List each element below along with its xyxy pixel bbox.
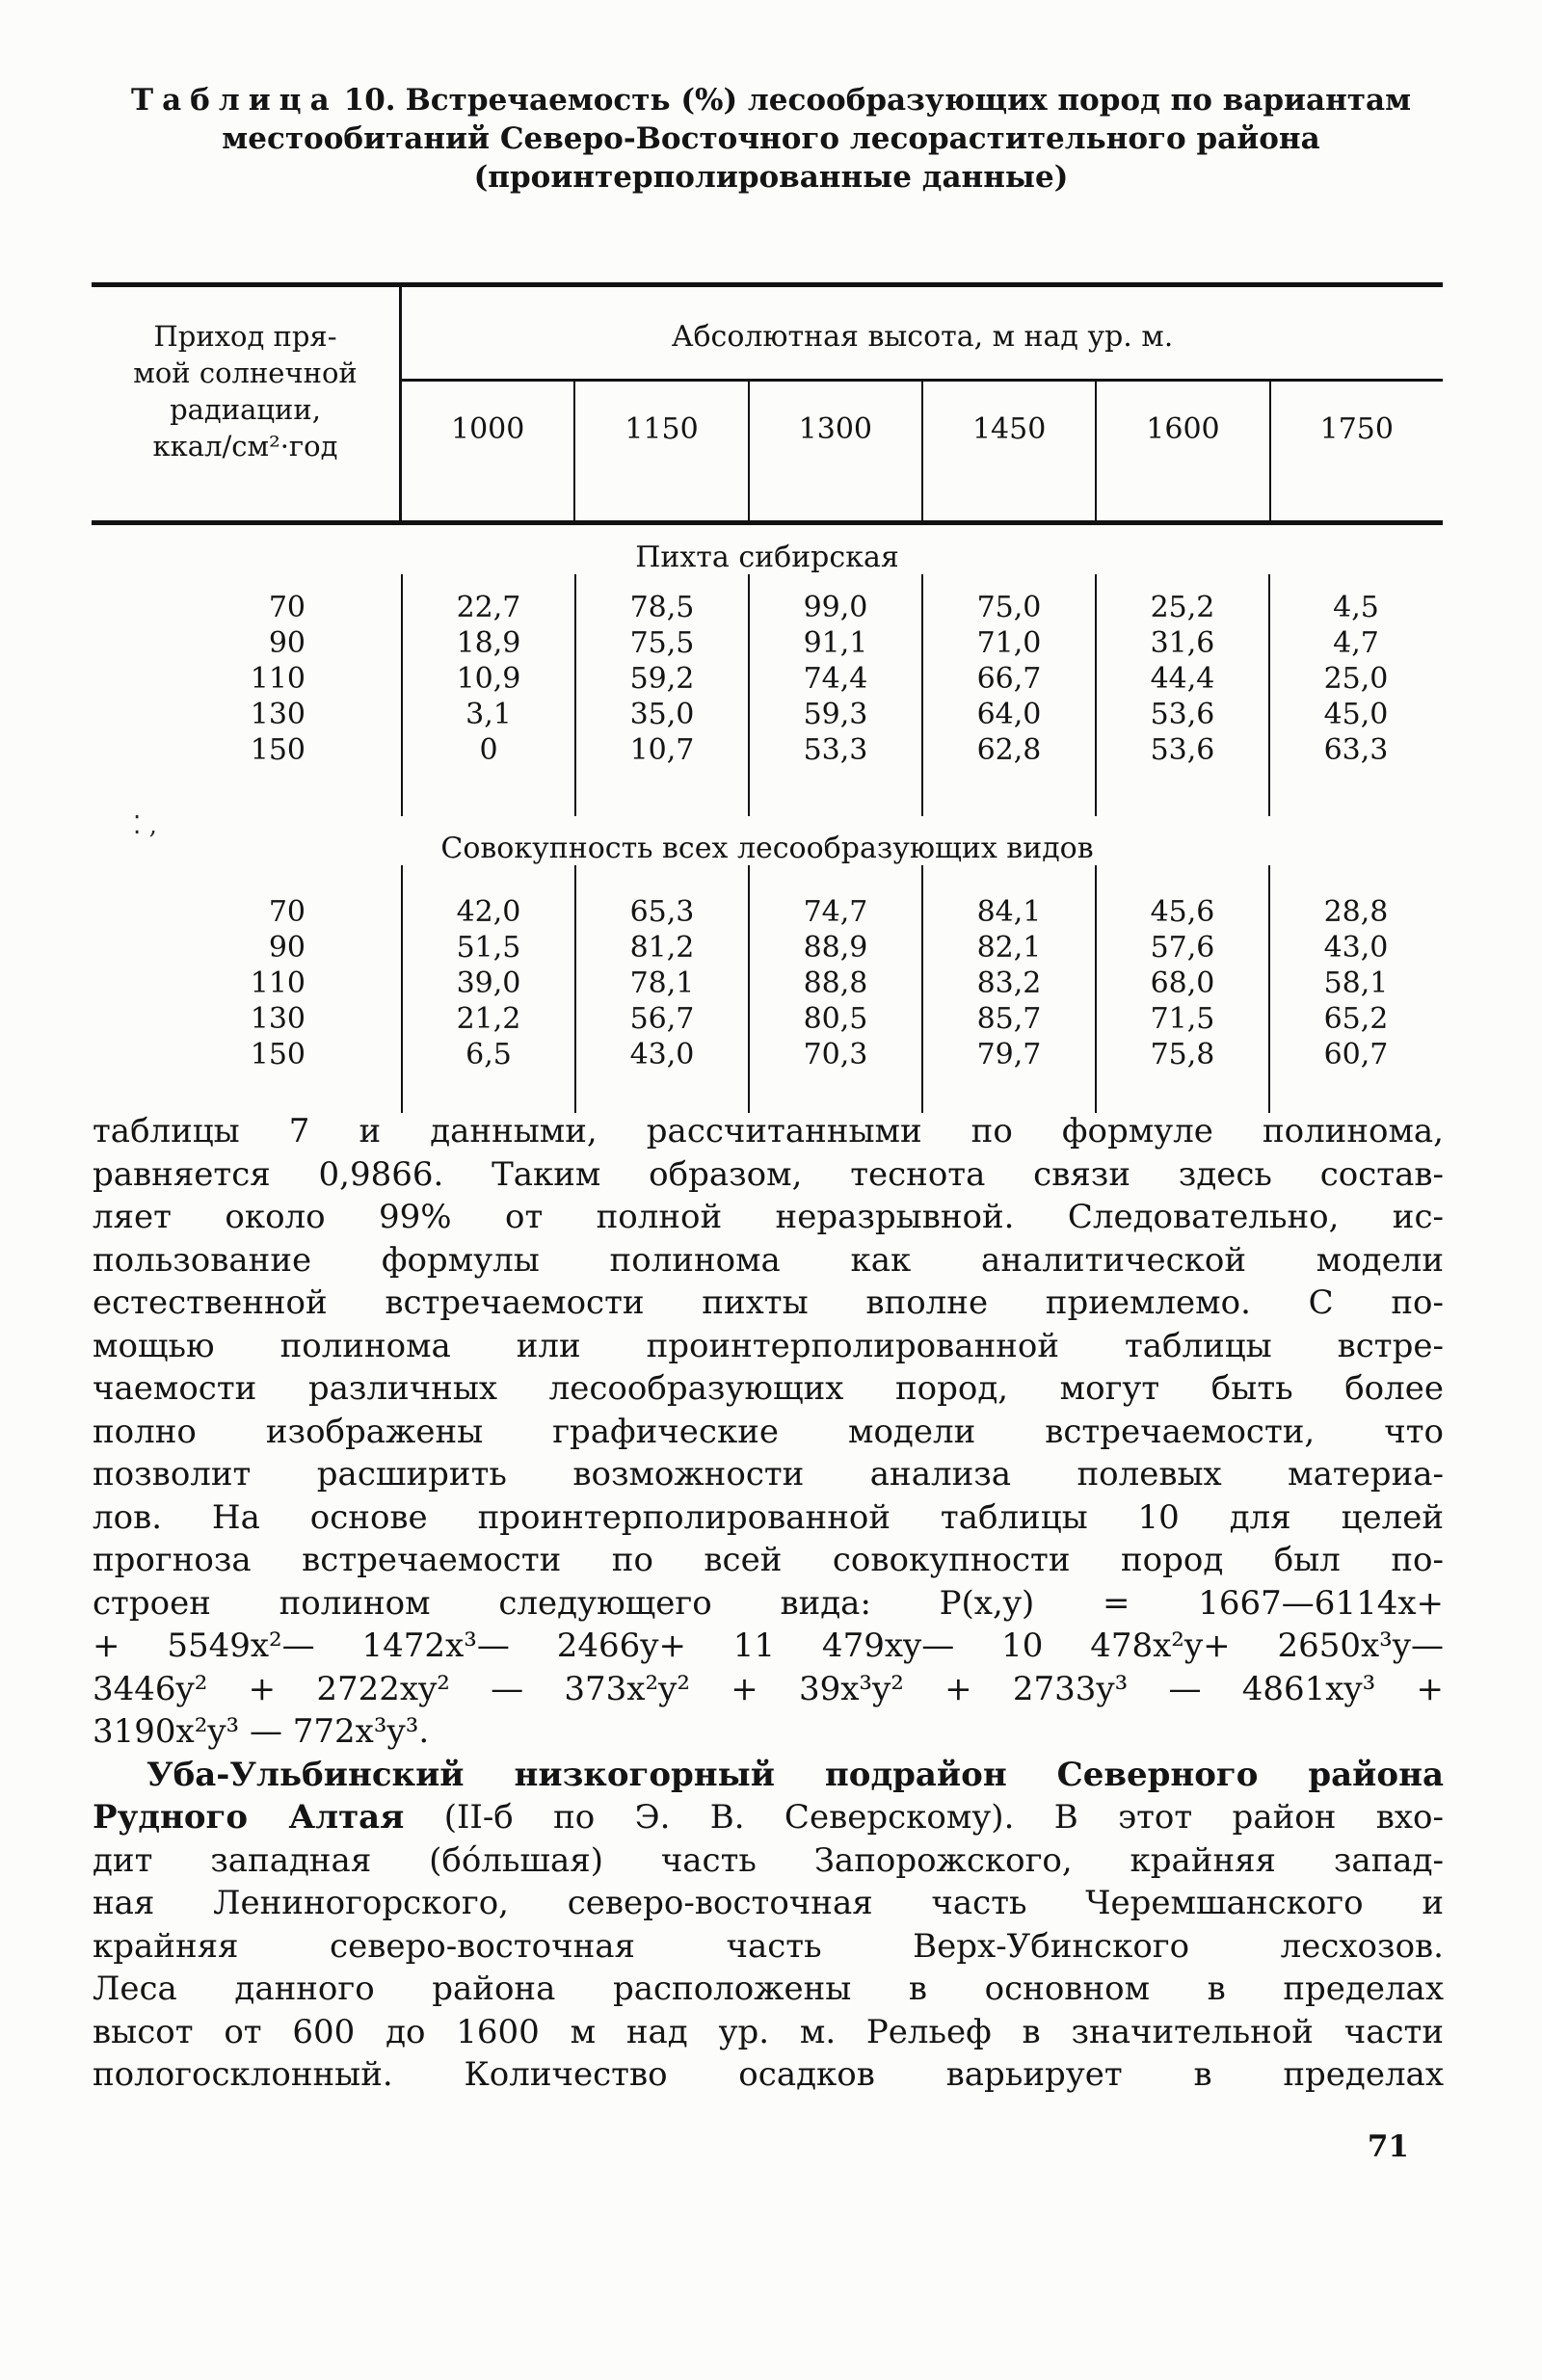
- column-divider: [748, 865, 750, 1113]
- table-cell: 4,5: [1333, 591, 1379, 624]
- row-label: 110: [250, 662, 306, 696]
- section-title: Пихта сибирская: [635, 541, 899, 574]
- table-cell: 75,8: [1150, 1038, 1215, 1071]
- text-line: 3190x²y³ — 772x³y³.: [93, 1712, 430, 1751]
- row-label: 70: [268, 895, 306, 929]
- column-header: 1150: [575, 382, 749, 520]
- body-text: [93, 1110, 1444, 2097]
- table-cell: 35,0: [629, 698, 695, 731]
- table-cell: 81,2: [629, 931, 695, 965]
- row-label: 130: [250, 1002, 306, 1036]
- caption-line-1-text: Встречаемость (%) лесообразующих пород по вариантам: [405, 83, 1411, 118]
- table-cell: 53,3: [803, 733, 868, 767]
- row-label: 90: [268, 626, 306, 660]
- text-line: строен полином следующего вида: P(x,y) = 1667—6114x+: [93, 1583, 1444, 1623]
- paragraph: [93, 1754, 1444, 2097]
- column-divider: [574, 865, 576, 1113]
- table-header: [92, 287, 1443, 520]
- table-cell: 28,8: [1323, 895, 1389, 929]
- table-row: [92, 661, 1443, 697]
- text-line: ная Лениногорского, северо-восточная часть Черемшанского и: [93, 1884, 1444, 1922]
- column-header: 1600: [1097, 382, 1270, 520]
- table-cell: 25,0: [1323, 662, 1389, 696]
- data-table: [92, 282, 1443, 1113]
- table-row: [92, 965, 1443, 1001]
- column-axis-header: [402, 287, 1443, 520]
- table-row: [92, 894, 1443, 930]
- column-divider: [401, 574, 403, 816]
- table-cell: 39,0: [456, 966, 521, 1000]
- table-cell: 21,2: [456, 1002, 521, 1036]
- table-section-fir: [92, 541, 1443, 816]
- column-header: 1750: [1319, 412, 1394, 446]
- table-cell: 10,9: [456, 662, 521, 696]
- page-number: 71: [1367, 2129, 1409, 2164]
- column-divider: [1095, 574, 1097, 816]
- table-cell: 75,5: [629, 626, 695, 660]
- table-cell: 58,1: [1323, 966, 1389, 1000]
- table-row: [92, 697, 1443, 732]
- table-row: [92, 930, 1443, 965]
- column-divider: [921, 574, 923, 816]
- text-line: 3446y² + 2722xy² — 373x²y² + 39x³y² + 2733y³ — 4861xy³ +: [93, 1669, 1444, 1708]
- text-line: таблицы 7 и данными, рассчитанными по формуле полинома,: [93, 1112, 1444, 1150]
- paragraph: [93, 1110, 1444, 1754]
- text-line: прогноза встречаемости по всей совокупности пород был по-: [93, 1541, 1444, 1579]
- text-run: (II-б по Э. В. Северскому). В этот район вхо-: [404, 1798, 1445, 1837]
- column-axis-title: Абсолютная высота, м над ур. м.: [671, 320, 1174, 354]
- text-line: [93, 1796, 1444, 1839]
- table-cell: 71,5: [1150, 1002, 1215, 1036]
- table-row: [92, 590, 1443, 625]
- table-cell: 45,6: [1150, 895, 1215, 929]
- table-cell: 4,7: [1333, 626, 1379, 660]
- table-cell: 75,0: [976, 591, 1042, 624]
- row-axis-header-line: ккал/см²·год: [152, 430, 338, 463]
- table-row: [92, 1037, 1443, 1072]
- row-label: 110: [250, 966, 306, 1000]
- row-axis-header: [92, 287, 402, 520]
- table-cell: 80,5: [803, 1002, 868, 1036]
- text-line: ляет около 99% от полной неразрывной. Следовательно, ис-: [93, 1198, 1444, 1236]
- table-section-all-species: [92, 832, 1443, 1113]
- table-cell: 82,1: [976, 931, 1042, 965]
- table-cell: 70,3: [803, 1038, 868, 1071]
- text-line: естественной встречаемости пихты вполне приемлемо. С по-: [93, 1283, 1444, 1322]
- table-cell: 0: [479, 733, 498, 767]
- row-label: 150: [250, 1038, 306, 1071]
- table-cell: 91,1: [803, 626, 868, 660]
- row-axis-header-line: Приход пря-: [153, 320, 337, 353]
- table-cell: 57,6: [1150, 931, 1215, 965]
- table-cell: 66,7: [976, 662, 1042, 696]
- table-cell: 53,6: [1150, 698, 1215, 731]
- text-line: лов. На основе проинтерполированной таблицы 10 для целей: [93, 1497, 1444, 1537]
- table-cell: 84,1: [976, 895, 1042, 929]
- column-header: 1300: [750, 382, 923, 520]
- text-line: пользование формулы полинома как аналитической модели: [93, 1240, 1444, 1280]
- text-line: полно изображены графические модели встречаемости, что: [93, 1412, 1444, 1451]
- column-divider: [748, 574, 750, 816]
- table-cell: 10,7: [629, 733, 695, 767]
- table-cell: 31,6: [1150, 626, 1215, 660]
- row-label: 130: [250, 698, 306, 731]
- text-line: равняется 0,9866. Таким образом, теснота связи здесь состав-: [93, 1154, 1444, 1194]
- table-header-bottom-rule: [92, 520, 1443, 525]
- column-header: 1450: [923, 382, 1097, 520]
- column-divider: [1095, 865, 1097, 1113]
- text-line: крайняя северо-восточная часть Верх-Убинского лесхозов.: [93, 1926, 1444, 1966]
- table-cell: 68,0: [1150, 966, 1215, 1000]
- caption-table-word: Таблица: [131, 83, 338, 118]
- text-run-bold: Рудного Алтая: [93, 1798, 405, 1837]
- caption-line-2: местообитаний Северо-Восточного лесорастительного района: [222, 121, 1320, 156]
- section-rows: [92, 574, 1443, 816]
- text-line: пологосклонный. Количество осадков варьирует в пределах: [93, 2055, 1444, 2094]
- row-label: 90: [268, 931, 306, 965]
- text-line: позволит расширить возможности анализа полевых материа-: [93, 1455, 1444, 1494]
- scan-artifact: ⁚ ‚: [133, 811, 157, 840]
- table-cell: 59,3: [803, 698, 868, 731]
- text-line: [93, 1754, 1444, 1797]
- table-cell: 22,7: [456, 591, 521, 624]
- table-cell: 59,2: [629, 662, 695, 696]
- table-cell: 71,0: [976, 626, 1042, 660]
- table-caption: [96, 81, 1446, 197]
- table-cell: 79,7: [976, 1038, 1042, 1071]
- table-row: [92, 625, 1443, 661]
- table-cell: 45,0: [1323, 698, 1389, 731]
- table-cell: 3,1: [465, 698, 512, 731]
- section-title: Совокупность всех лесообразующих видов: [440, 832, 1094, 865]
- row-label: 150: [250, 733, 306, 767]
- table-cell: 85,7: [976, 1002, 1042, 1036]
- table-cell: 18,9: [456, 626, 521, 660]
- column-headers: [402, 382, 1443, 520]
- row-label: 70: [268, 591, 306, 624]
- table-cell: 65,2: [1323, 1002, 1389, 1036]
- table-cell: 99,0: [803, 591, 868, 624]
- table-cell: 42,0: [456, 895, 521, 929]
- table-cell: 65,3: [629, 895, 695, 929]
- table-cell: 43,0: [629, 1038, 695, 1071]
- table-row: [92, 1001, 1443, 1037]
- table-cell: 25,2: [1150, 591, 1215, 624]
- table-cell: 64,0: [976, 698, 1042, 731]
- text-run-bold: Уба-Ульбинский низкогорный подрайон Северного района: [146, 1755, 1444, 1794]
- table-cell: 74,7: [803, 895, 868, 929]
- text-line: + 5549x²— 1472x³— 2466y+ 11 479xy— 10 478x²y+ 2650x³y—: [93, 1626, 1444, 1665]
- text-line: высот от 600 до 1600 м над ур. м. Рельеф в значительной части: [93, 2012, 1444, 2051]
- table-cell: 63,3: [1323, 733, 1389, 767]
- table-cell: 83,2: [976, 966, 1042, 1000]
- table-cell: 6,5: [465, 1038, 512, 1071]
- table-cell: 51,5: [456, 931, 521, 965]
- text-line: мощью полинома или проинтерполированной таблицы встре-: [93, 1326, 1444, 1365]
- caption-line-1: [96, 81, 1446, 119]
- table-cell: 78,5: [629, 591, 695, 624]
- table-row: [92, 732, 1443, 768]
- text-line: чаемости различных лесообразующих пород, могут быть более: [93, 1369, 1444, 1408]
- table-cell: 53,6: [1150, 733, 1215, 767]
- row-axis-header-line: мой солнечной: [133, 357, 358, 389]
- column-header: 1000: [402, 382, 575, 520]
- column-divider: [921, 865, 923, 1113]
- table-cell: 88,9: [803, 931, 868, 965]
- table-cell: 74,4: [803, 662, 868, 696]
- table-cell: 88,8: [803, 966, 868, 1000]
- column-divider: [574, 574, 576, 816]
- table-cell: 43,0: [1323, 931, 1389, 965]
- section-rows: [92, 865, 1443, 1113]
- caption-line-3: (проинтерполированные данные): [473, 160, 1069, 195]
- caption-table-number: 10.: [343, 83, 396, 118]
- table-cell: 78,1: [629, 966, 695, 1000]
- row-axis-header-line: радиации,: [170, 393, 321, 426]
- text-line: дит западная (бо́льшая) часть Запорожского, крайняя запад-: [93, 1840, 1444, 1880]
- table-cell: 62,8: [976, 733, 1042, 767]
- column-divider: [1268, 865, 1270, 1113]
- column-divider: [401, 865, 403, 1113]
- table-cell: 56,7: [629, 1002, 695, 1036]
- column-divider: [1268, 574, 1270, 816]
- text-line: Леса данного района расположены в основном в пределах: [93, 1970, 1444, 2008]
- table-cell: 60,7: [1323, 1038, 1389, 1071]
- table-cell: 44,4: [1150, 662, 1215, 696]
